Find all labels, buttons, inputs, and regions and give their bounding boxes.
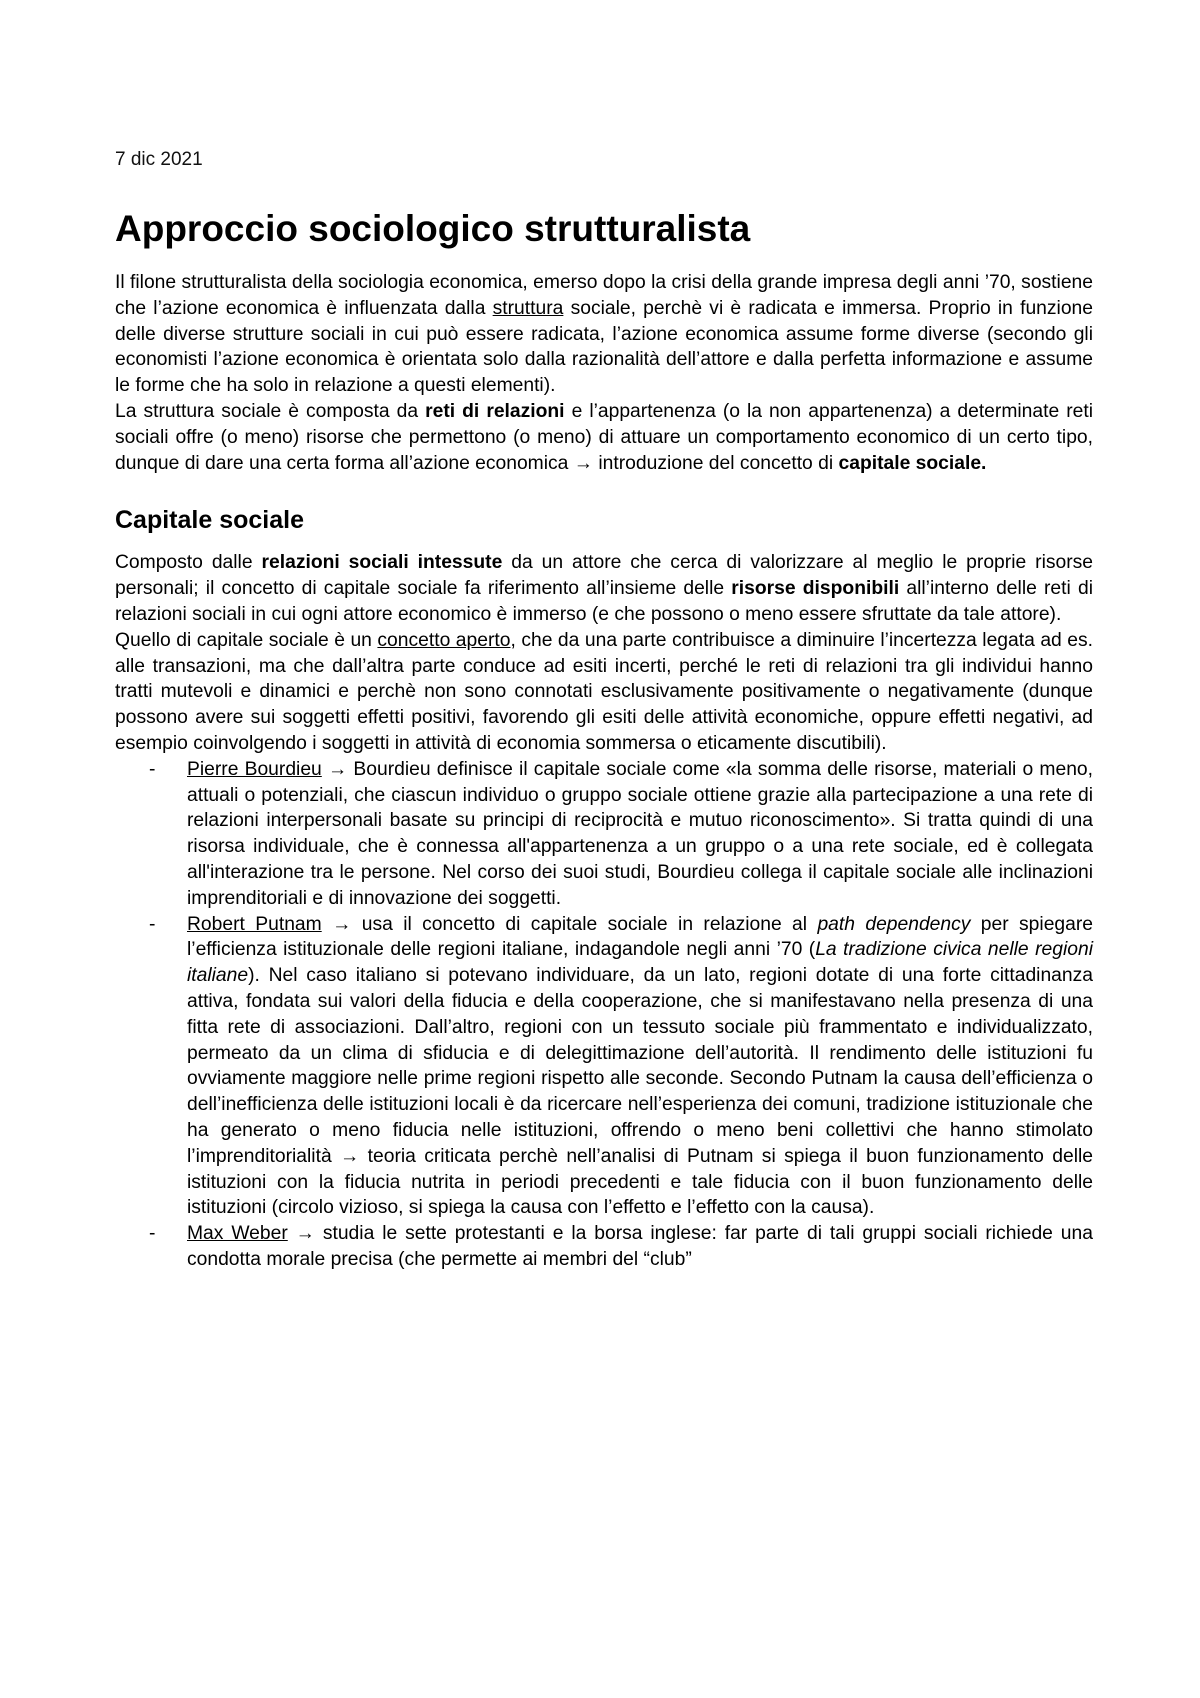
text-run: → Bourdieu definisce il capitale sociale come «la somma delle risorse, materiali o meno, attuali o potenziali, che ciascun individuo o gruppo sociale ottiene grazie alla partecipazione a una rete di relazioni interpersonali basate su principi di reciprocità e mutuo riconoscimento». Si tratta quindi di una risorsa individuale, che è connessa all'appartenenza a un gruppo o a una rete sociale, ed è collegata all'interazione tra le persone. Nel corso dei suoi studi, Bourdieu collega il capitale sociale alle inclinazioni imprenditoriali e di innovazione dei soggetti.: [187, 758, 1093, 909]
bold-term: capitale sociale.: [838, 452, 987, 474]
text-run: da un attore che cerca di valorizzare al meglio le proprie risorse personali; il concetto di capitale sociale fa riferimento all’insieme delle: [115, 552, 1093, 600]
text-run: , che da una parte contribuisce a diminuire l’incertezza legata ad es. alle transazioni, ma che dall’altra parte conduce ad esiti incerti, perché le reti di relazioni tra gli individui hanno tratti mutevoli e dinamici e perchè non sono connotati esclusivamente positivamente o negativamente (dunque possono avere sui soggetti effetti positivi, favorendo gli esiti delle attività economiche, oppure effetti negativi, ad esempio coinvolgendo i soggetti in attività di economia sommersa o eticamente discutibili).: [115, 629, 1093, 754]
underlined-term: struttura: [492, 297, 564, 319]
author-name: Robert Putnam: [187, 913, 322, 935]
text-run: all’interno delle reti di relazioni sociali in cui ogni attore economico è immerso (e che possono o meno essere sfruttate da tale attore).: [115, 578, 1093, 625]
list-item-putnam: [187, 912, 1093, 1222]
author-name: Pierre Bourdieu: [187, 758, 322, 780]
text-run: Il filone strutturalista della sociologia economica, emerso dopo la crisi della grande impresa degli anni ’70, sostiene che l’azione economica è influenzata dalla: [115, 272, 1093, 319]
document-date: 7 dic 2021: [115, 149, 203, 170]
text-run: ). Nel caso italiano si potevano individuare, da un lato, regioni dotate di una forte cittadinanza attiva, fondata sui valori della fiducia e della cooperazione, che si manifestavano nella presenza di una fitta rete di associazioni. Dall’altro, regioni con un tessuto sociale più frammentato e individualizzato, permeato da un clima di sfiducia e di delegittimazione dell’autorità. Il rendimento delle istituzioni fu ovviamente maggiore nelle prime regioni rispetto alle seconde. Secondo Putnam la causa dell’efficienza o dell’inefficienza delle istituzioni locali è da ricercare nell’esperienza dei comuni, tradizione istituzionale che ha generato o meno fiducia nelle istituzioni, offrendo o meno beni collettivi che hanno stimolato l’imprenditorialità → teoria criticata perchè nell’analisi di Putnam si spiega il buon funzionamento delle istituzioni con la fiducia nutrita in periodi precedenti e tale fiducia con il buon funzionamento delle istituzioni (circolo vizioso, si spiega la causa con l’effetto e l’effetto con la causa).: [187, 965, 1093, 1219]
section-paragraph-1: [115, 550, 1093, 627]
text-run: La struttura sociale è composta da: [115, 400, 426, 422]
intro-paragraph-2: [115, 399, 1093, 476]
underlined-term: concetto aperto: [377, 629, 511, 651]
italic-term: La tradizione civica nelle regioni italiane: [187, 939, 1093, 987]
section-paragraph-2: [115, 628, 1093, 757]
text-run: Composto dalle: [115, 552, 262, 574]
italic-term: path dependency: [817, 913, 971, 935]
text-run: Quello di capitale sociale è un: [115, 629, 378, 651]
bold-term: risorse disponibili: [731, 578, 900, 600]
bold-term: reti di relazioni: [425, 400, 565, 422]
authors-list: [115, 757, 1093, 1273]
text-run: → usa il concetto di capitale sociale in relazione al: [321, 913, 818, 935]
author-name: Max Weber: [187, 1223, 288, 1245]
intro-paragraph-1: [115, 270, 1093, 399]
text-run: sociale, perchè vi è radicata e immersa. Proprio in funzione delle diverse strutture sociali in cui può essere radicata, l’azione economica assume forme diverse (secondo gli economisti l’azione economica è orientata solo dalla razionalità dell’attore e dalla perfetta informazione e assume le forme che ha solo in relazione a questi elementi).: [115, 297, 1093, 397]
text-run: per spiegare l’efficienza istituzionale delle regioni italiane, indagandole negli anni ’70 (: [187, 913, 1094, 961]
bold-term: relazioni sociali intessute: [261, 552, 503, 574]
text-run: → studia le sette protestanti e la borsa inglese: far parte di tali gruppi sociali richiede una condotta morale precisa (che permette ai membri del “club”: [187, 1223, 1093, 1270]
list-item-bourdieu: [187, 757, 1093, 912]
list-item-weber: [187, 1221, 1093, 1273]
page-title: Approccio sociologico strutturalista: [115, 208, 751, 249]
section-heading: Capitale sociale: [115, 506, 304, 535]
text-run: e l’appartenenza (o la non appartenenza) a determinate reti sociali offre (o meno) risorse che permettono (o meno) di attuare un comportamento economico di un certo tipo, dunque di dare una certa forma all’azione economica → introduzione del concetto di: [115, 400, 1094, 474]
